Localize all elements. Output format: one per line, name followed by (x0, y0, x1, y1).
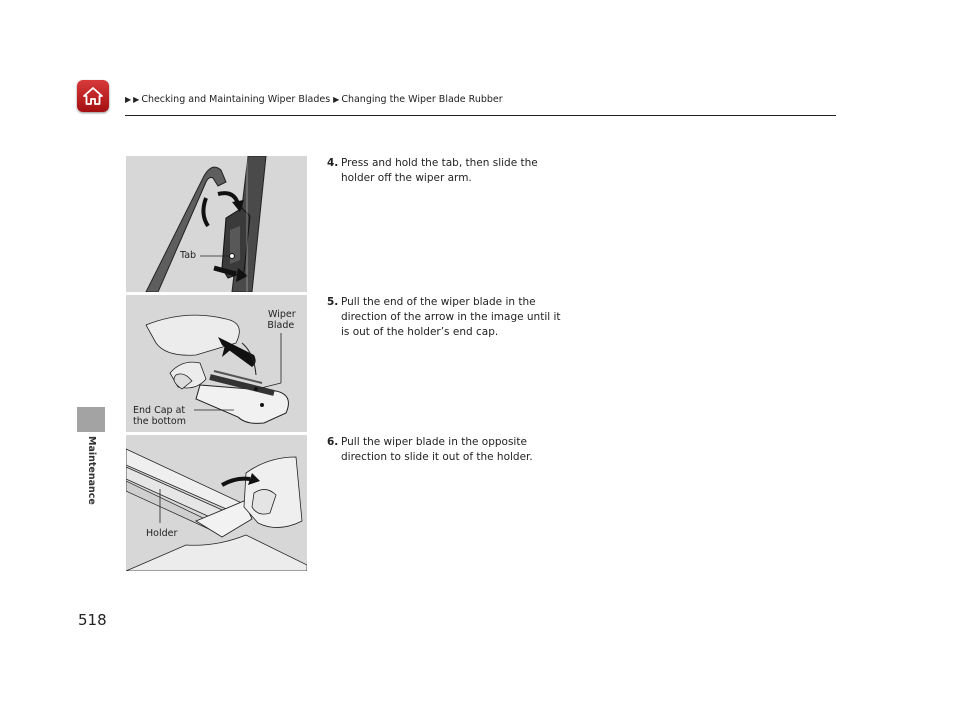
step-6 (327, 435, 533, 465)
header-divider (125, 115, 836, 116)
figure-wiper-blade-end-cap (126, 295, 307, 432)
breadcrumb-current-page: Changing the Wiper Blade Rubber (341, 94, 503, 105)
figure-holder (126, 435, 307, 571)
wiper-blade-label-line2: Blade (267, 320, 295, 331)
figure-tab-holder (126, 156, 307, 292)
step-text-line: direction to slide it out of the holder. (341, 451, 533, 463)
step-number: 6. (327, 436, 339, 448)
tab-callout-label: Tab (180, 250, 197, 261)
step-4 (327, 156, 538, 186)
breadcrumb-link-checking-wiper-blades[interactable]: Checking and Maintaining Wiper Blades (141, 94, 331, 105)
section-label: Maintenance (86, 436, 97, 505)
step-text-line: Press and hold the tab, then slide the (341, 157, 538, 169)
step-number: 4. (327, 157, 339, 169)
breadcrumb-arrow-icon: ▶ (333, 95, 340, 104)
breadcrumb-arrow-icon: ▶ (125, 95, 132, 104)
end-cap-label-line1: End Cap at (133, 405, 186, 416)
breadcrumb (125, 94, 503, 105)
breadcrumb-arrow-icon: ▶ (133, 95, 140, 104)
step-text-line: direction of the arrow in the image until it (341, 311, 561, 323)
step-text-line: is out of the holder’s end cap. (341, 326, 499, 338)
home-button[interactable] (77, 80, 109, 112)
step-5 (327, 295, 561, 340)
step-text-line: holder off the wiper arm. (341, 172, 472, 184)
end-cap-label-line2: the bottom (133, 416, 186, 427)
step-text-line: Pull the end of the wiper blade in the (341, 296, 536, 308)
section-tab[interactable] (77, 407, 105, 432)
page-number: 518 (78, 611, 107, 629)
end-cap-callout-label (133, 405, 186, 427)
home-icon (82, 86, 104, 106)
wiper-blade-label-line1: Wiper (268, 309, 296, 320)
step-number: 5. (327, 296, 339, 308)
holder-callout-label: Holder (146, 528, 178, 539)
step-text-line: Pull the wiper blade in the opposite (341, 436, 527, 448)
